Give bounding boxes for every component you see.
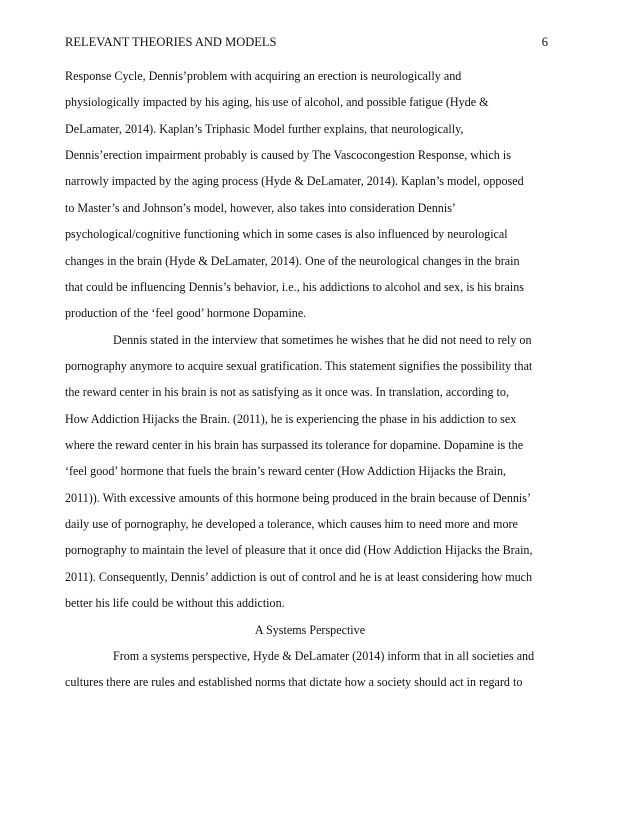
text-line: psychological/cognitive functioning which in some cases is also influenced by neurological bbox=[65, 227, 508, 242]
body-text bbox=[65, 63, 555, 696]
text-line: where the reward center in his brain has surpassed its tolerance for dopamine. Dopamine is the bbox=[65, 438, 524, 453]
text-line: production of the ‘feel good’ hormone Dopamine. bbox=[65, 306, 307, 321]
page-number: 6 bbox=[541, 35, 548, 49]
text-line: to Master’s and Johnson’s model, however, also takes into consideration Dennis’ bbox=[65, 200, 456, 215]
text-line: cultures there are rules and established norms that dictate how a society should act in regard to bbox=[65, 675, 523, 690]
section-heading: A Systems Perspective bbox=[254, 622, 366, 637]
text-line: physiologically impacted by his aging, his use of alcohol, and possible fatigue (Hyde & bbox=[65, 95, 489, 110]
text-line: narrowly impacted by the aging process (Hyde & DeLamater, 2014). Kaplan’s model, opposed bbox=[65, 174, 524, 189]
text-line: DeLamater, 2014). Kaplan’s Triphasic Model further explains, that neurologically, bbox=[65, 121, 464, 136]
text-line: pornography anymore to acquire sexual gratification. This statement signifies the possibility that bbox=[65, 358, 533, 373]
text-line: From a systems perspective, Hyde & DeLamater (2014) inform that in all societies and bbox=[113, 648, 535, 663]
text-line: 2011). Consequently, Dennis’ addiction is out of control and he is at least considering how much bbox=[65, 569, 533, 584]
text-line: daily use of pornography, he developed a tolerance, which causes him to need more and more bbox=[65, 517, 518, 532]
text-line: pornography to maintain the level of pleasure that it once did (How Addiction Hijacks the Brain, bbox=[65, 543, 533, 558]
text-line: better his life could be without this addiction. bbox=[65, 596, 285, 611]
text-line: How Addiction Hijacks the Brain. (2011), he is experiencing the phase in his addiction to sex bbox=[65, 411, 517, 426]
text-line: Response Cycle, Dennis’problem with acquiring an erection is neurologically and bbox=[65, 69, 462, 83]
text-line: Dennis’erection impairment probably is caused by The Vascocongestion Response, which is bbox=[65, 148, 511, 163]
text-line: Dennis stated in the interview that sometimes he wishes that he did not need to rely on bbox=[113, 332, 532, 347]
running-head-title: RELEVANT THEORIES AND MODELS bbox=[65, 35, 277, 49]
text-line: that could be influencing Dennis’s behavior, i.e., his addictions to alcohol and sex, is his brains bbox=[65, 279, 524, 294]
text-line: 2011)). With excessive amounts of this hormone being produced in the brain because of Dennis’ bbox=[65, 490, 532, 505]
text-line: changes in the brain (Hyde & DeLamater, 2014). One of the neurological changes in the brain bbox=[65, 253, 520, 268]
text-line: the reward center in his brain is not as satisfying as it once was. In translation, according to, bbox=[65, 385, 509, 400]
text-line: ‘feel good’ hormone that fuels the brain’s reward center (How Addiction Hijacks the Brain, bbox=[65, 464, 507, 479]
